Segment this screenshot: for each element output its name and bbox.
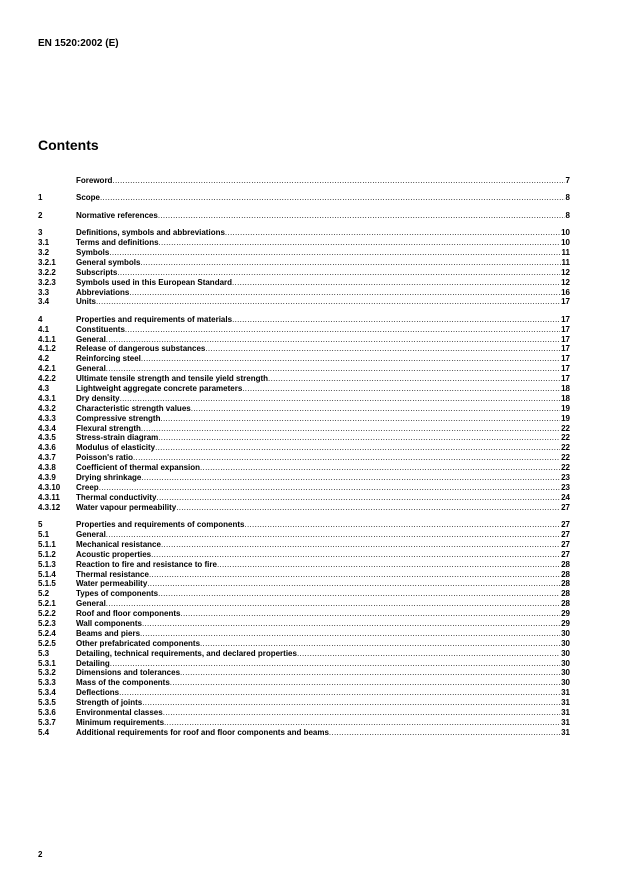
toc-entry-title: Reinforcing steel <box>76 354 141 364</box>
toc-entry-number: 4.3.9 <box>38 473 56 483</box>
toc-entry-page: 18 <box>561 384 570 394</box>
toc-dot-leader <box>141 354 560 364</box>
toc-entry[interactable] <box>38 520 570 530</box>
toc-entry-number: 5.3.1 <box>38 658 56 668</box>
toc-entry-number: 4.3.2 <box>38 403 56 413</box>
toc-dot-leader <box>164 718 560 728</box>
toc-entry[interactable] <box>38 354 570 364</box>
toc-entry-number: 4.3.4 <box>38 423 56 433</box>
toc-entry-number: 3.2.2 <box>38 267 56 277</box>
toc-entry-number: 5.1.5 <box>38 579 56 589</box>
toc-entry[interactable] <box>38 433 570 443</box>
toc-entry-number: 4.1 <box>38 324 50 334</box>
toc-entry-page: 28 <box>561 569 570 579</box>
toc-dot-leader <box>180 609 560 619</box>
toc-entry[interactable] <box>38 599 570 609</box>
toc-dot-leader <box>100 193 565 203</box>
toc-entry-number: 5.2.1 <box>38 599 56 609</box>
toc-dot-leader <box>149 570 560 580</box>
toc-entry-title: Stress-strain diagram <box>76 433 159 443</box>
toc-entry-page: 22 <box>561 443 570 453</box>
toc-dot-leader <box>120 394 561 404</box>
toc-entry-number: 4.3.6 <box>38 443 56 453</box>
toc-entry-title: Dry density <box>76 393 120 403</box>
toc-entry-page: 30 <box>561 638 570 648</box>
toc-entry[interactable] <box>38 698 570 708</box>
toc-entry-page: 27 <box>561 549 570 559</box>
toc-entry-number: 2 <box>38 210 43 220</box>
toc-entry-number: 5.3.5 <box>38 698 56 708</box>
toc-entry-page: 11 <box>561 247 570 257</box>
toc-entry-page: 18 <box>561 393 570 403</box>
toc-entry-number: 4.2.2 <box>38 374 56 384</box>
toc-entry[interactable] <box>38 364 570 374</box>
toc-dot-leader <box>268 374 560 384</box>
toc-entry-number: 4.3.7 <box>38 453 56 463</box>
toc-entry-number: 5 <box>38 520 43 530</box>
toc-entry-number: 5.2.4 <box>38 628 56 638</box>
toc-entry-title: Detailing <box>76 658 110 668</box>
toc-entry-title: Thermal resistance <box>76 569 149 579</box>
toc-entry-title: Constituents <box>76 324 125 334</box>
toc-entry-number: 5.1 <box>38 530 50 539</box>
toc-entry-title: Properties and requirements of components <box>76 520 245 530</box>
toc-entry[interactable] <box>38 258 570 268</box>
toc-dot-leader <box>158 589 560 599</box>
toc-entry-title: Definitions, symbols and abbreviations <box>76 228 225 238</box>
toc-dot-leader <box>141 424 560 434</box>
toc-entry[interactable] <box>38 688 570 698</box>
toc-entry-number: 3.2.3 <box>38 277 56 287</box>
toc-entry[interactable] <box>38 589 570 599</box>
toc-entry-title: Lightweight aggregate concrete parameters <box>76 384 243 394</box>
toc-dot-leader <box>110 659 560 669</box>
toc-entry-title: Creep <box>76 482 99 492</box>
toc-dot-leader <box>141 473 560 483</box>
toc-dot-leader <box>200 639 560 649</box>
toc-entry-page: 22 <box>561 463 570 473</box>
toc-entry[interactable] <box>38 211 570 221</box>
toc-entry-page: 28 <box>561 589 570 599</box>
toc-entry-page: 31 <box>561 698 570 708</box>
toc-dot-leader <box>191 404 560 414</box>
toc-entry-number: 5.1.4 <box>38 569 56 579</box>
toc-entry-number: 3.2 <box>38 247 50 257</box>
toc-entry-title: General symbols <box>76 257 141 267</box>
toc-dot-leader <box>112 176 564 186</box>
toc-dot-leader <box>140 629 560 639</box>
toc-entry-page: 30 <box>561 668 570 678</box>
toc-entry-title: Wall components <box>76 619 142 629</box>
toc-entry[interactable] <box>38 248 570 258</box>
toc-entry-number: 5.3 <box>38 648 50 658</box>
toc-dot-leader <box>232 278 560 288</box>
toc-entry-page: 29 <box>561 619 570 629</box>
toc-entry[interactable] <box>38 560 570 570</box>
toc-entry-number: 4 <box>38 314 43 324</box>
toc-entry[interactable] <box>38 414 570 424</box>
toc-entry-title: Drying shrinkage <box>76 473 142 483</box>
toc-dot-leader <box>106 530 560 540</box>
toc-entry-title: Roof and floor components <box>76 609 181 619</box>
toc-entry-number: 4.3.8 <box>38 463 56 473</box>
toc-dot-leader <box>96 297 560 307</box>
toc-entry-page: 24 <box>561 492 570 502</box>
toc-entry-number: 4.3.3 <box>38 413 56 423</box>
toc-entry[interactable] <box>38 473 570 483</box>
toc-entry-page: 31 <box>561 727 570 737</box>
toc-entry-title: Other prefabricated components <box>76 638 201 648</box>
toc-entry-number: 5.2.3 <box>38 619 56 629</box>
toc-entry-title: Units <box>76 297 96 307</box>
toc-entry-page: 17 <box>561 314 570 324</box>
toc-entry[interactable] <box>38 570 570 580</box>
toc-entry-number: 4.2 <box>38 354 50 364</box>
page-title: Contents <box>38 137 99 153</box>
toc-entry[interactable] <box>38 550 570 560</box>
toc-entry[interactable] <box>38 453 570 463</box>
toc-dot-leader <box>297 649 560 659</box>
toc-dot-leader <box>106 364 560 374</box>
toc-entry-page: 7 <box>565 176 570 185</box>
toc-entry[interactable] <box>38 728 570 738</box>
toc-dot-leader <box>140 258 560 268</box>
toc-dot-leader <box>244 520 560 530</box>
toc-entry-number: 4.3.1 <box>38 393 56 403</box>
toc-entry-number: 5.3.2 <box>38 668 56 678</box>
toc-entry-page: 17 <box>561 364 570 374</box>
toc-dot-leader <box>159 238 561 248</box>
toc-entry[interactable] <box>38 384 570 394</box>
toc-entry[interactable] <box>38 540 570 550</box>
toc-dot-leader <box>142 619 560 629</box>
toc-dot-leader <box>158 433 560 443</box>
toc-dot-leader <box>205 344 560 354</box>
toc-dot-leader <box>156 493 560 503</box>
toc-entry[interactable] <box>38 193 570 203</box>
toc-entry-number: 5.2 <box>38 589 50 599</box>
toc-dot-leader <box>151 550 560 560</box>
toc-dot-leader <box>225 228 560 238</box>
toc-entry-page: 22 <box>561 433 570 443</box>
toc-entry-number: 5.3.6 <box>38 708 56 718</box>
toc-dot-leader <box>232 315 560 325</box>
toc-entry-number: 5.1.3 <box>38 559 56 569</box>
toc-entry-number: 3 <box>38 228 43 238</box>
toc-entry[interactable] <box>38 268 570 278</box>
toc-entry-page: 27 <box>561 530 570 539</box>
toc-entry-page: 22 <box>561 423 570 433</box>
toc-entry-title: Mass of the components <box>76 678 170 688</box>
toc-entry-page: 8 <box>565 210 570 220</box>
toc-dot-leader <box>119 688 560 698</box>
toc-entry[interactable] <box>38 649 570 659</box>
toc-entry-page: 12 <box>561 277 570 287</box>
toc-entry-title: Acoustic properties <box>76 549 152 559</box>
toc-dot-leader <box>160 414 560 424</box>
toc-entry-title: Release of dangerous substances <box>76 344 206 354</box>
toc-entry-page: 10 <box>561 228 570 238</box>
toc-entry[interactable] <box>38 176 570 186</box>
toc-entry-title: Water vapour permeability <box>76 502 177 512</box>
toc-entry[interactable] <box>38 228 570 238</box>
toc-entry-number: 1 <box>38 193 43 203</box>
toc-entry-title: Abbreviations <box>76 287 130 297</box>
toc-entry-number: 4.1.1 <box>38 334 56 344</box>
toc-entry-page: 31 <box>561 708 570 718</box>
toc-entry-number: 3.4 <box>38 297 50 307</box>
toc-dot-leader <box>217 560 560 570</box>
toc-entry-number: 5.1.1 <box>38 539 56 549</box>
toc-entry-title: Environmental classes <box>76 708 163 718</box>
toc-entry[interactable] <box>38 639 570 649</box>
toc-entry[interactable] <box>38 609 570 619</box>
toc-entry[interactable] <box>38 678 570 688</box>
toc-entry[interactable] <box>38 463 570 473</box>
toc-entry[interactable] <box>38 629 570 639</box>
toc-entry-title: Poisson's ratio <box>76 453 134 463</box>
toc-entry[interactable] <box>38 619 570 629</box>
toc-entry-page: 17 <box>561 354 570 364</box>
toc-entry[interactable] <box>38 503 570 513</box>
toc-entry-title: Types of components <box>76 589 159 599</box>
toc-entry-page: 30 <box>561 658 570 668</box>
toc-entry-title: Ultimate tensile strength and tensile yield strength <box>76 374 269 384</box>
toc-entry-title: Scope <box>76 193 101 203</box>
toc-entry[interactable] <box>38 708 570 718</box>
toc-entry-title: Deflections <box>76 688 120 698</box>
toc-entry[interactable] <box>38 659 570 669</box>
toc-entry-page: 10 <box>561 238 570 248</box>
toc-entry-number: 5.2.2 <box>38 609 56 619</box>
page-number: 2 <box>38 850 43 859</box>
toc-entry[interactable] <box>38 288 570 298</box>
toc-dot-leader <box>158 211 565 221</box>
toc-entry-title: Modulus of elasticity <box>76 443 156 453</box>
toc-entry[interactable] <box>38 443 570 453</box>
toc-entry-page: 11 <box>561 257 570 267</box>
toc-entry-number: 5.3.3 <box>38 678 56 688</box>
toc-dot-leader <box>147 579 560 589</box>
toc-entry-page: 30 <box>561 648 570 658</box>
toc-dot-leader <box>176 503 560 513</box>
toc-entry-page: 17 <box>561 324 570 334</box>
toc-entry[interactable] <box>38 238 570 248</box>
toc-dot-leader <box>329 728 560 738</box>
toc-dot-leader <box>242 384 560 394</box>
toc-entry[interactable] <box>38 718 570 728</box>
toc-entry-title: Water permeability <box>76 579 148 589</box>
toc-entry[interactable] <box>38 344 570 354</box>
toc-entry-title: Flexural strength <box>76 423 141 433</box>
document-header: EN 1520:2002 (E) <box>38 38 119 49</box>
toc-entry[interactable] <box>38 315 570 325</box>
toc-dot-leader <box>163 708 560 718</box>
toc-entry-number: 5.4 <box>38 727 50 737</box>
toc-dot-leader <box>200 463 560 473</box>
toc-entry-title: Characteristic strength values <box>76 403 191 413</box>
toc-entry-page: 12 <box>561 267 570 277</box>
toc-entry-page: 17 <box>561 344 570 354</box>
toc-entry-title: Dimensions and tolerances <box>76 668 181 678</box>
toc-entry[interactable] <box>38 394 570 404</box>
toc-entry-title: General <box>76 530 106 539</box>
toc-entry-title: General <box>76 364 106 374</box>
toc-entry-number: 5.3.4 <box>38 688 56 698</box>
toc-entry-page: 17 <box>561 334 570 344</box>
toc-entry-page: 28 <box>561 579 570 589</box>
toc-entry[interactable] <box>38 424 570 434</box>
toc-entry-title: Thermal conductivity <box>76 492 157 502</box>
toc-entry-page: 22 <box>561 453 570 463</box>
toc-entry-page: 17 <box>561 297 570 307</box>
toc-entry-title: Additional requirements for roof and floor components and beams <box>76 727 329 737</box>
toc-dot-leader <box>117 268 560 278</box>
table-of-contents <box>38 176 570 738</box>
toc-entry[interactable] <box>38 668 570 678</box>
toc-entry-title: Minimum requirements <box>76 717 165 727</box>
toc-dot-leader <box>109 248 560 258</box>
toc-dot-leader <box>129 288 560 298</box>
toc-entry[interactable] <box>38 483 570 493</box>
toc-dot-leader <box>155 443 560 453</box>
toc-entry-page: 19 <box>561 413 570 423</box>
toc-entry-title: Coefficient of thermal expansion <box>76 463 201 473</box>
toc-dot-leader <box>133 453 560 463</box>
toc-entry[interactable] <box>38 278 570 288</box>
toc-entry-title: Mechanical resistance <box>76 539 161 549</box>
toc-dot-leader <box>125 325 560 335</box>
toc-entry-number: 4.3.5 <box>38 433 56 443</box>
toc-entry-number: 4.3 <box>38 384 50 394</box>
toc-entry[interactable] <box>38 374 570 384</box>
toc-entry-page: 17 <box>561 374 570 384</box>
toc-entry-number: 5.1.2 <box>38 549 56 559</box>
toc-entry-page: 31 <box>561 717 570 727</box>
toc-entry-number: 4.2.1 <box>38 364 56 374</box>
toc-entry-title: Terms and definitions <box>76 238 159 248</box>
toc-dot-leader <box>106 599 560 609</box>
toc-entry-title: Reaction to fire and resistance to fire <box>76 559 217 569</box>
toc-entry-title: General <box>76 599 106 609</box>
toc-entry-number: 4.3.10 <box>38 482 61 492</box>
toc-entry-title: Symbols used in this European Standard <box>76 277 233 287</box>
toc-entry-page: 23 <box>561 473 570 483</box>
toc-entry-title: Subscripts <box>76 267 118 277</box>
toc-entry-number: 3.3 <box>38 287 50 297</box>
toc-entry-title: Compressive strength <box>76 413 161 423</box>
toc-entry-number: 5.3.7 <box>38 717 56 727</box>
toc-entry-number: 4.3.11 <box>38 492 60 502</box>
toc-entry[interactable] <box>38 297 570 307</box>
toc-entry-title: Detailing, technical requirements, and declared properties <box>76 648 297 658</box>
toc-entry-title: Symbols <box>76 247 110 257</box>
toc-entry[interactable] <box>38 493 570 503</box>
toc-entry-page: 27 <box>561 520 570 530</box>
toc-entry-number: 4.3.12 <box>38 502 61 512</box>
toc-entry-number: 3.2.1 <box>38 257 56 267</box>
toc-entry[interactable] <box>38 579 570 589</box>
toc-dot-leader <box>142 698 560 708</box>
toc-entry-page: 23 <box>561 482 570 492</box>
toc-entry-page: 16 <box>561 287 570 297</box>
toc-dot-leader <box>170 678 560 688</box>
toc-entry-page: 28 <box>561 599 570 609</box>
toc-entry-number: 4.1.2 <box>38 344 56 354</box>
toc-entry[interactable] <box>38 530 570 540</box>
toc-entry-number: 5.2.5 <box>38 638 56 648</box>
toc-entry-page: 29 <box>561 609 570 619</box>
toc-entry-title: Foreword <box>76 176 113 185</box>
toc-dot-leader <box>99 483 560 493</box>
toc-entry-page: 30 <box>561 678 570 688</box>
toc-dot-leader <box>106 335 560 345</box>
toc-entry[interactable] <box>38 325 570 335</box>
toc-entry-page: 27 <box>561 502 570 512</box>
toc-entry-number: 3.1 <box>38 238 50 248</box>
toc-entry-title: Strength of joints <box>76 698 143 708</box>
toc-entry-title: Beams and piers <box>76 628 141 638</box>
toc-entry-title: Normative references <box>76 210 158 220</box>
toc-entry-page: 31 <box>561 688 570 698</box>
toc-entry-page: 19 <box>561 403 570 413</box>
toc-entry-page: 27 <box>561 539 570 549</box>
toc-entry[interactable] <box>38 335 570 345</box>
toc-entry-page: 8 <box>565 193 570 203</box>
toc-entry-title: Properties and requirements of materials <box>76 314 233 324</box>
toc-entry-page: 28 <box>561 559 570 569</box>
toc-entry-page: 30 <box>561 628 570 638</box>
toc-dot-leader <box>180 668 560 678</box>
toc-entry[interactable] <box>38 404 570 414</box>
toc-dot-leader <box>161 540 560 550</box>
toc-entry-title: General <box>76 334 106 344</box>
